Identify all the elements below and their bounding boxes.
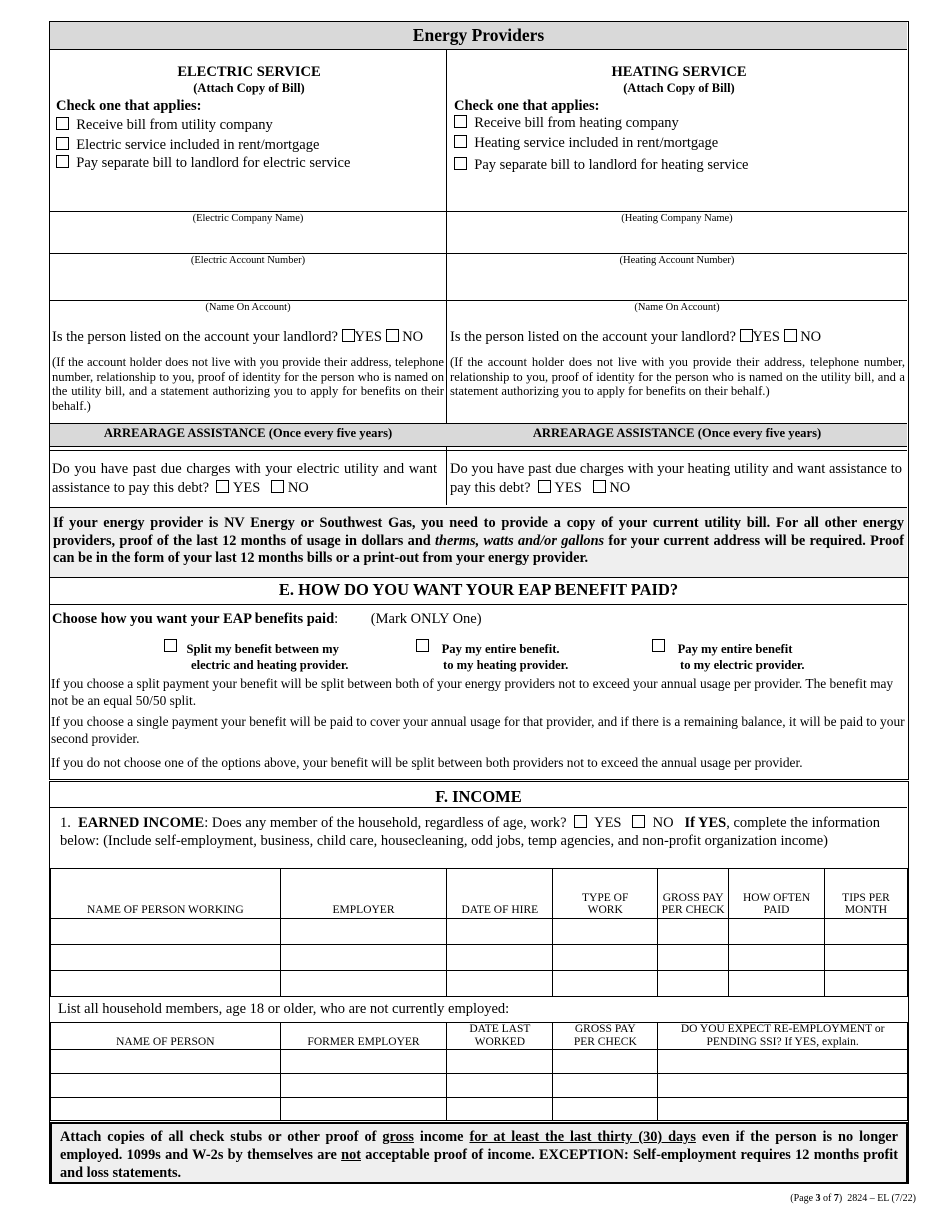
col-type-of-work: TYPE OF WORK: [553, 869, 658, 919]
heating-company-field[interactable]: (Heating Company Name): [621, 213, 733, 224]
heating-landlord-question: Is the person listed on the account your landlord? YES NO: [450, 329, 822, 345]
checkbox[interactable]: [416, 639, 429, 652]
section-title-bar: [50, 22, 907, 50]
benefit-option-electric[interactable]: Pay my entire benefit to my electric provider.: [652, 639, 805, 673]
electric-account-field[interactable]: (Electric Account Number): [190, 255, 306, 266]
heating-option-3[interactable]: Pay separate bill to landlord for heating service: [454, 155, 904, 175]
page-footer: (Page 3 of 7) 2824 – EL (7/22): [790, 1193, 916, 1204]
col-gross-pay-per-check: GROSS PAY PER CHECK: [553, 1023, 658, 1050]
earned-income-question: 1. EARNED INCOME: Does any member of the household, regardless of age, work? YES NO If YES, complete the information below: (Include self-employment, business, child care, housecleaning, odd jobs, temp agencies, and non-profit organization income): [60, 815, 881, 849]
electric-arrearage-question: Do you have past due charges with your electric utility and want assistance to pay this debt? YES NO: [52, 461, 437, 496]
heating-name-on-account-field[interactable]: (Name On Account): [634, 302, 720, 313]
table-row[interactable]: [51, 1050, 908, 1074]
electric-arrearage-no-checkbox[interactable]: [271, 480, 284, 493]
heating-landlord-yes-checkbox[interactable]: [740, 329, 753, 342]
checkbox[interactable]: [56, 117, 69, 130]
section-e-title: E. HOW DO YOU WANT YOUR EAP BENEFIT PAID?: [50, 576, 907, 605]
electric-check-label: Check one that applies:: [56, 98, 202, 114]
electric-option-1[interactable]: Receive bill from utility company: [56, 115, 442, 135]
electric-sub: (Attach Copy of Bill): [193, 81, 305, 95]
electric-arrearage-yes-checkbox[interactable]: [216, 480, 229, 493]
energy-providers-section: [49, 21, 909, 578]
electric-landlord-yes-checkbox[interactable]: [342, 329, 355, 342]
electric-name-on-account-field[interactable]: (Name On Account): [205, 302, 291, 313]
proof-of-usage-notice: If your energy provider is NV Energy or Southwest Gas, you need to provide a copy of your current utility bill. For all other energy providers, proof of the last 12 months of usage in dollars and therms, watts and/or gallons for your current address will be required. Proof can be in the form of your last 12 months bills or a print-out from your energy provider.: [50, 507, 907, 577]
heating-arrearage-yes-checkbox[interactable]: [538, 480, 551, 493]
no-choice-paragraph: If you do not choose one of the options above, your benefit will be split between both providers not to exceed the annual usage per provider.: [51, 755, 803, 770]
heating-sub: (Attach Copy of Bill): [623, 81, 735, 95]
col-re-employment: DO YOU EXPECT RE-EMPLOYMENT or PENDING SSI? If YES, explain.: [658, 1023, 908, 1050]
checkbox[interactable]: [164, 639, 177, 652]
table-header-row: [51, 1023, 908, 1050]
checkbox[interactable]: [652, 639, 665, 652]
heating-arrearage-question: Do you have past due charges with your heating utility and want assistance to pay this debt? YES NO: [450, 461, 902, 496]
electric-landlord-question: Is the person listed on the account your landlord? YES NO: [52, 329, 424, 345]
checkbox[interactable]: [56, 137, 69, 150]
heating-heading: HEATING SERVICE: [611, 64, 747, 80]
section-e: [49, 576, 909, 780]
heating-check-label: Check one that applies:: [454, 98, 600, 114]
electric-option-3[interactable]: Pay separate bill to landlord for electric service: [56, 153, 442, 173]
form-id: 2824 – EL (7/22): [847, 1193, 916, 1204]
section-f-title: F. INCOME: [50, 782, 907, 808]
energy-providers-title: Energy Providers: [412, 25, 545, 45]
heating-service-block: [454, 64, 904, 175]
col-employer: EMPLOYER: [280, 869, 447, 919]
electric-option-2[interactable]: Electric service included in rent/mortgage: [56, 135, 442, 155]
table-row[interactable]: [51, 971, 908, 997]
heating-account-holder-note: (If the account holder does not live with you provide their address, telephone number, relationship to you, proof of identity for the person who is named on the utility bill, and a statement authorizing you to apply for benefits on their behalf.): [450, 355, 905, 399]
heating-account-field[interactable]: (Heating Account Number): [619, 255, 735, 266]
divider: [50, 253, 907, 254]
table-row[interactable]: [51, 1098, 908, 1121]
earned-income-yes-checkbox[interactable]: [574, 815, 587, 828]
col-date-of-hire: DATE OF HIRE: [447, 869, 553, 919]
electric-company-field[interactable]: (Electric Company Name): [192, 213, 304, 224]
col-date-last-worked: DATE LAST WORKED: [447, 1023, 553, 1050]
col-how-often-paid: HOW OFTEN PAID: [729, 869, 825, 919]
earned-income-no-checkbox[interactable]: [632, 815, 645, 828]
electric-landlord-no-checkbox[interactable]: [386, 329, 399, 342]
heating-arrearage-no-checkbox[interactable]: [593, 480, 606, 493]
col-former-employer: FORMER EMPLOYER: [280, 1023, 447, 1050]
unemployed-members-label: List all household members, age 18 or older, who are not currently employed:: [58, 1001, 510, 1017]
divider: [50, 211, 907, 212]
heating-landlord-no-checkbox[interactable]: [784, 329, 797, 342]
table-header-row: [51, 869, 908, 919]
divider: [50, 300, 907, 301]
electric-account-holder-note: (If the account holder does not live with you provide their address, telephone number, relationship to you, proof of identity for the person who is named on the utility bill, and a statement authorizing you to apply for benefits on their behalf.): [52, 355, 444, 413]
checkbox[interactable]: [454, 157, 467, 170]
single-payment-paragraph: If you choose a single payment your benefit will be paid to cover your annual usage for that provider, and if there is a remaining balance, it will be paid to your second provider.: [51, 714, 905, 746]
attach-proof-notice: Attach copies of all check stubs or other proof of gross income for at least the last thirty (30) days even if the person is no longer employed. 1099s and W-2s by themselves are not acceptable proof of income. EXCEPTION: Self-employment requires 12 months profit and loss statements.: [50, 1122, 908, 1184]
heating-arrearage-heading: ARREARAGE ASSISTANCE (Once every five years): [532, 426, 822, 440]
checkbox[interactable]: [454, 115, 467, 128]
employment-table: [50, 868, 908, 997]
col-name-working: NAME OF PERSON WORKING: [51, 869, 281, 919]
checkbox[interactable]: [454, 135, 467, 148]
electric-heading: ELECTRIC SERVICE: [177, 64, 321, 80]
unemployed-table: [50, 1022, 908, 1121]
electric-service-block: [56, 64, 442, 173]
table-row[interactable]: [51, 945, 908, 971]
split-payment-paragraph: If you choose a split payment your benefit will be split between both of your energy providers not to exceed your annual usage per provider. The benefit may not be an equal 50/50 split.: [51, 676, 894, 708]
benefit-option-heating[interactable]: Pay my entire benefit. to my heating provider.: [416, 639, 568, 673]
divider: [50, 450, 907, 451]
heating-option-1[interactable]: Receive bill from heating company: [454, 113, 904, 133]
electric-arrearage-heading: ARREARAGE ASSISTANCE (Once every five years): [103, 426, 393, 440]
col-tips: TIPS PER MONTH: [824, 869, 907, 919]
col-name-of-person: NAME OF PERSON: [51, 1023, 281, 1050]
col-gross-pay: GROSS PAY PER CHECK: [658, 869, 729, 919]
benefit-option-split[interactable]: Split my benefit between my electric and heating provider.: [164, 639, 348, 673]
table-row[interactable]: [51, 1074, 908, 1098]
choose-benefit-label: Choose how you want your EAP benefits paid: (Mark ONLY One): [52, 611, 482, 627]
checkbox[interactable]: [56, 155, 69, 168]
table-row[interactable]: [51, 919, 908, 945]
heating-option-2[interactable]: Heating service included in rent/mortgage: [454, 133, 904, 153]
